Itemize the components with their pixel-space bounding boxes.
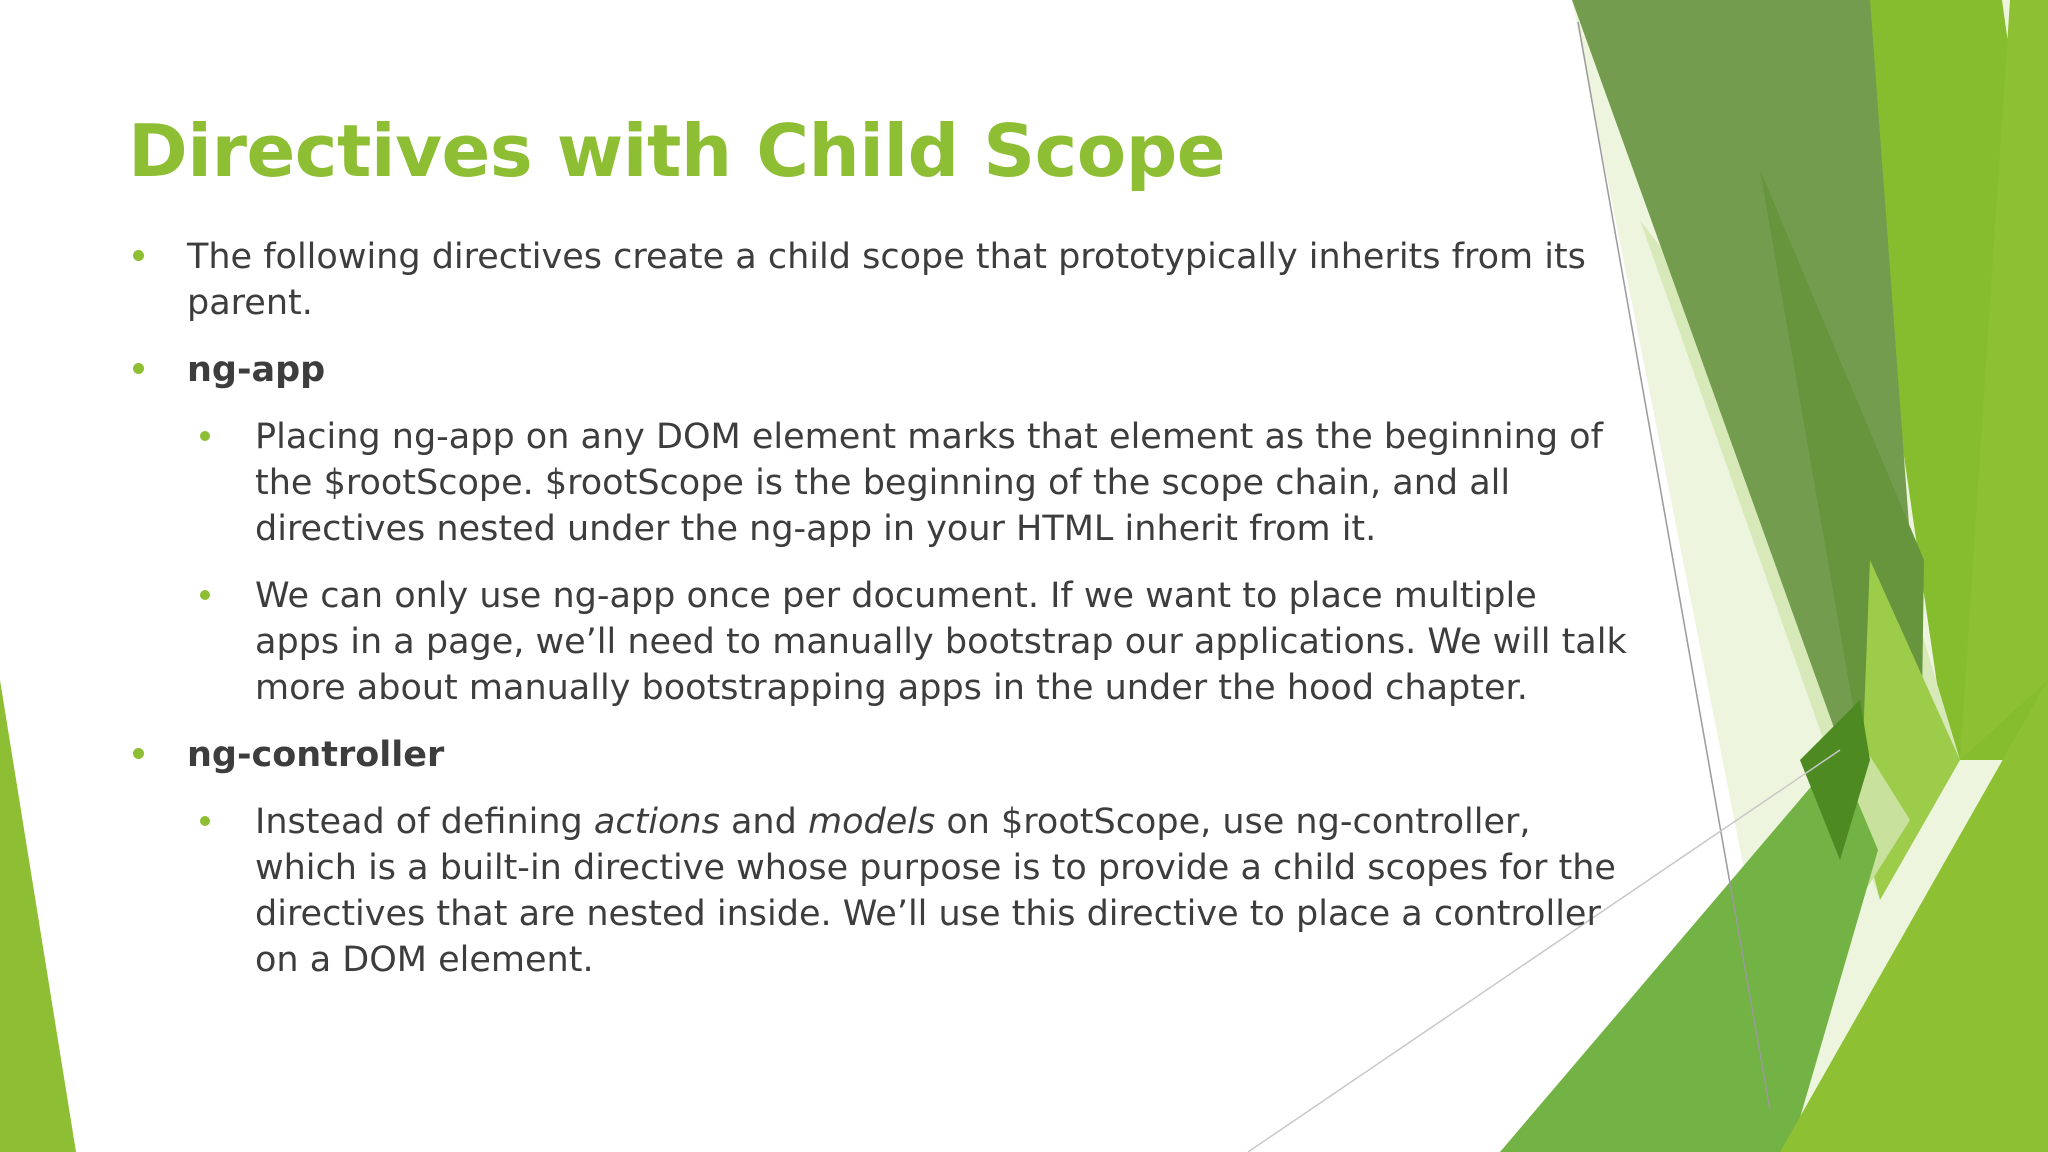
bullet-ng-app-detail-1 bbox=[196, 414, 1628, 552]
bullet-icon bbox=[133, 363, 144, 374]
bullet-ng-app-detail-1-text: Placing ng-app on any DOM element marks that element as the beginning of the $rootScope. $rootScope is the beginning of the scope chain, and all directives nested under the ng-app in your HTML inherit from it. bbox=[255, 417, 1603, 549]
detail-models-emphasis: models bbox=[807, 802, 936, 842]
bullet-intro bbox=[128, 234, 1628, 326]
detail-part-1: Instead of defining bbox=[255, 802, 594, 842]
detail-actions-emphasis: actions bbox=[593, 802, 720, 842]
bullet-ng-controller bbox=[128, 732, 1628, 778]
slide-title: Directives with Child Scope bbox=[128, 109, 1226, 193]
bullet-ng-app-detail-2 bbox=[196, 573, 1628, 711]
bullet-intro-text: The following directives create a child scope that prototypically inherits from its parent. bbox=[187, 237, 1586, 323]
left-edge-facet bbox=[0, 680, 76, 1152]
slide-body bbox=[128, 234, 1628, 983]
bullet-ng-controller-detail-text bbox=[255, 802, 1616, 980]
bullet-icon bbox=[200, 816, 210, 826]
bullet-ng-controller-detail bbox=[196, 799, 1628, 983]
bullet-ng-app bbox=[128, 347, 1628, 393]
bullet-icon bbox=[133, 250, 144, 261]
detail-part-3: on $rootScope, use ng-controller, which is a built-in directive whose purpose is to provide a child scopes for the directives that are nested inside. We’ll use this directive to place a controller on a DOM element. bbox=[255, 802, 1616, 980]
bullet-ng-app-detail-2-text: We can only use ng-app once per document. If we want to place multiple apps in a page, we’ll need to manually bootstrap our applications. We will talk more about manually bootstrapping apps in the under the hood chapter. bbox=[255, 576, 1627, 708]
bullet-ng-controller-label: ng-controller bbox=[187, 735, 445, 775]
detail-part-2: and bbox=[719, 802, 808, 842]
bullet-icon bbox=[200, 590, 210, 600]
bullet-icon bbox=[200, 431, 210, 441]
bullet-ng-app-label: ng-app bbox=[187, 350, 326, 390]
bullet-icon bbox=[133, 748, 144, 759]
